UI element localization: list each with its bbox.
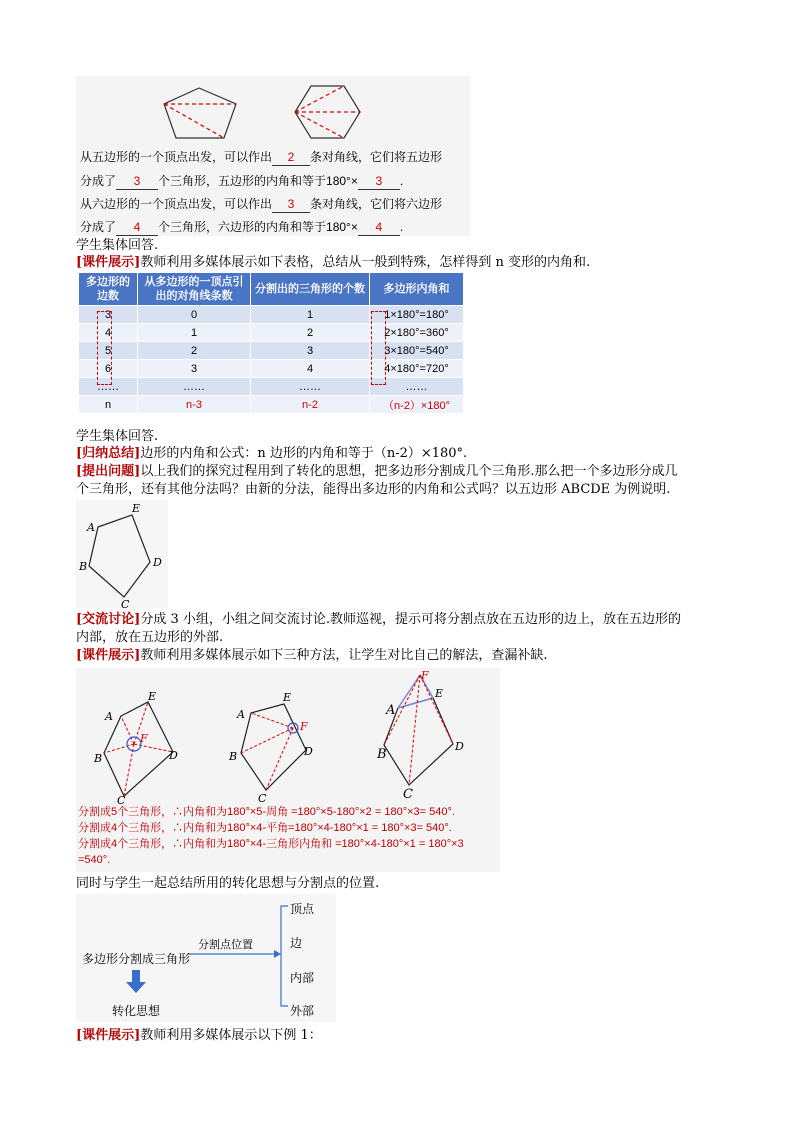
vertex-label: B — [79, 560, 88, 573]
fig1-line4: 分成了 4 个三角形，六边形的内角和等于180°× 4 . — [80, 220, 404, 234]
method-line: 分割成5个三角形，∴内角和为180°×5-周角 =180°×5-180°×2 = 180°×3= 540°. — [78, 806, 455, 818]
pentagon-abcde-figure — [76, 500, 168, 611]
svg-text:B: B — [94, 752, 103, 765]
pentagon-hexagon-diagram — [76, 76, 470, 148]
flow-bottom-label: 转化思想 — [112, 1004, 161, 1018]
svg-text:D: D — [455, 740, 464, 753]
table-header: 多边形内角和 — [370, 273, 464, 306]
svg-text:F: F — [140, 732, 148, 745]
highlight-box-sides — [97, 311, 112, 385]
method-line: =540°. — [78, 854, 111, 866]
vertex-label: C — [121, 598, 130, 611]
svg-text:E: E — [435, 687, 444, 700]
table-row: 4 1 2 2×180°=360° — [79, 324, 464, 342]
svg-text:B: B — [377, 747, 387, 762]
fig1-line2: 分成了 3 个三角形，五边形的内角和等于180°× 3 . — [80, 174, 404, 188]
table-row: n n-3 n-2 （n-2）×180° — [79, 396, 464, 414]
svg-text:C: C — [403, 787, 413, 802]
svg-text:A: A — [105, 710, 113, 723]
fig1-line3: 从六边形的一个顶点出发，可以作出 3 条对角线，它们将六边形 — [80, 197, 443, 211]
flow-option: 边 — [290, 936, 303, 950]
svg-text:E: E — [283, 691, 292, 704]
conversion-flow-diagram — [76, 894, 336, 1022]
discuss-paragraph-line2: 内部，放在五边形的外部. — [76, 630, 224, 645]
table-row: 5 2 3 3×180°=540° — [79, 342, 464, 360]
svg-text:D: D — [169, 749, 178, 762]
fig1-line1: 从五边形的一个顶点出发，可以作出 2 条对角线，它们将五边形 — [80, 150, 443, 164]
svg-text:B: B — [229, 750, 238, 763]
table-header: 多边形的边数 — [79, 273, 138, 306]
highlight-box-factor — [371, 311, 386, 385]
courseware-show-3: [课件展示]教师利用多媒体展示以下例 1： — [76, 1028, 322, 1043]
polygon-diagonals-figure — [76, 76, 470, 236]
summary-paragraph: [归纳总结]边形的内角和公式：n 边形的内角和等于（n-2）×180°. — [76, 446, 468, 461]
flow-left-label: 多边形分割成三角形 — [82, 952, 191, 966]
svg-text:F: F — [300, 720, 308, 733]
svg-text:D: D — [304, 745, 313, 758]
svg-text:A: A — [237, 708, 245, 721]
svg-text:F: F — [421, 669, 429, 682]
method-explanations — [78, 804, 464, 868]
table-header: 分割出的三角形的个数 — [251, 273, 370, 306]
question-paragraph-line2: 个三角形，还有其他分法吗？由新的分法，能得出多边形的内角和公式吗？以五边形 ABCDE 为例说明. — [76, 482, 671, 497]
polygon-angle-sum-table — [78, 272, 464, 414]
vertex-label: D — [153, 556, 162, 569]
three-pentagons-diagram — [76, 668, 500, 807]
paragraph-student-answer-2: 学生集体回答. — [76, 429, 159, 444]
paragraph-summary-together: 同时与学生一起总结所用的转化思想与分割点的位置. — [76, 876, 380, 891]
table-row: …… …… …… …… — [79, 378, 464, 396]
pentagon-abcde-diagram — [76, 500, 168, 611]
discuss-paragraph-line1: [交流讨论]分成 3 小组，小组之间交流讨论.教师巡视，提示可将分割点放在五边形的边上，放在五边形的 — [76, 612, 681, 627]
svg-text:E: E — [148, 690, 157, 703]
svg-text:C: C — [117, 794, 126, 807]
table-row: 6 3 4 4×180°=720° — [79, 360, 464, 378]
vertex-label: A — [87, 521, 95, 534]
method-line: 分割成4个三角形，∴内角和为180°×4-三角形内角和 =180°×4-180°×1 = 180°×3 — [78, 838, 464, 850]
svg-text:A: A — [386, 703, 396, 718]
flow-option: 外部 — [290, 1004, 315, 1018]
courseware-show-1: [课件展示]教师利用多媒体展示如下表格，总结从一般到特殊，怎样得到 n 变形的内角和. — [76, 255, 591, 270]
svg-text:C: C — [258, 792, 267, 805]
question-paragraph-line1: [提出问题]以上我们的探究过程用到了转化的思想，把多边形分割成几个三角形.那么把一个多边形分成几 — [76, 464, 678, 479]
flow-option: 顶点 — [290, 902, 315, 916]
flow-option: 内部 — [290, 971, 315, 985]
table-header: 从多边形的一顶点引出的对角线条数 — [138, 273, 251, 306]
courseware-show-2: [课件展示]教师利用多媒体展示如下三种方法，让学生对比自己的解法，查漏补缺. — [76, 648, 548, 663]
vertex-label: E — [132, 502, 141, 515]
paragraph-student-answer-1: 学生集体回答. — [76, 238, 159, 253]
three-methods-figure — [76, 668, 500, 872]
method-line: 分割成4个三角形，∴内角和为180°×4-平角=180°×4-180°×1 = 180°×3= 540°. — [78, 822, 452, 834]
flow-arrow-label: 分割点位置 — [198, 939, 253, 951]
table-row: 3 0 1 1×180°=180° — [79, 306, 464, 324]
tag-label: [课件展示] — [76, 255, 141, 270]
